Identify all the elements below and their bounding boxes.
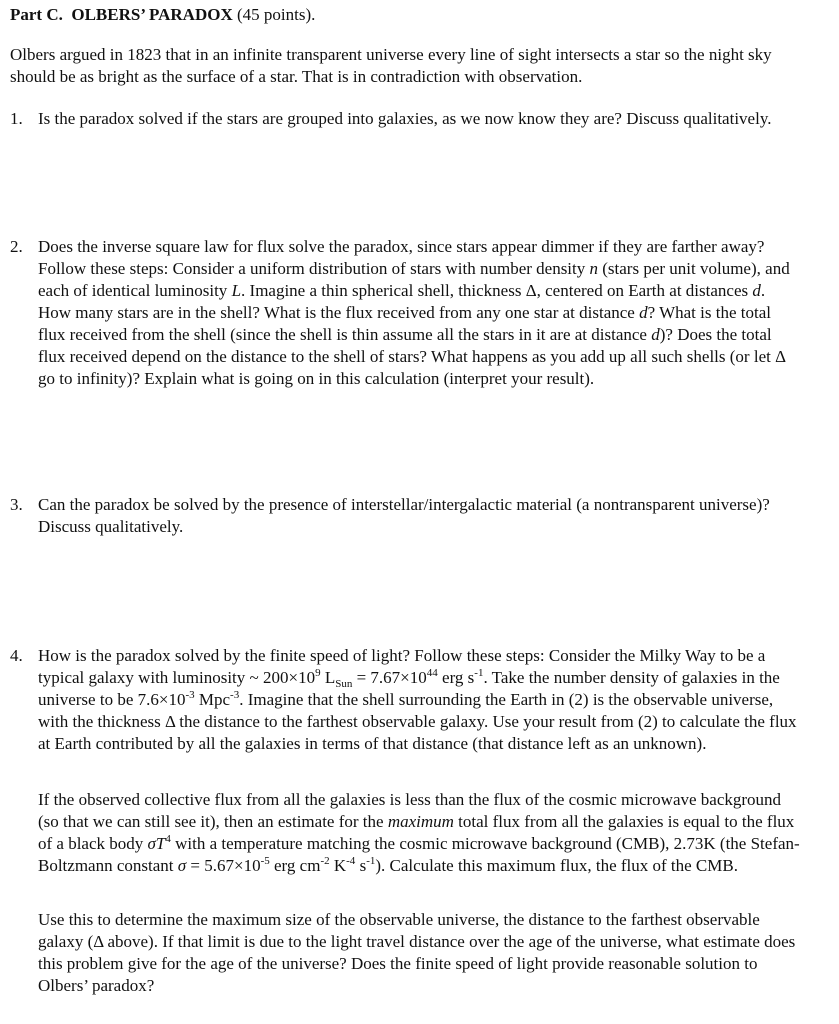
superscript: -4 [346,855,356,867]
question-1 [10,108,800,130]
superscript: 4 [165,833,171,845]
text-run: Does the inverse square law for flux solve the paradox, since stars appear dimmer if they are farther away? Follow these steps: Consider a uniform distribution of stars with number density [38,237,765,278]
text-run: = 7.67×10 [352,668,427,687]
text-run: with a temperature matching the cosmic microwave background (CMB), 2.73K (the Stefan-Boltzmann constant [38,834,800,875]
text-run: L [320,668,336,687]
question-number: 2. [10,237,23,256]
italic-text: d [651,325,660,344]
question-text [38,645,800,755]
text-run: total flux from all the galaxies is equal to the flux of a black body [38,812,795,853]
question-4-age-paragraph [38,909,800,997]
text-run: . Imagine that the shell surrounding the Earth in (2) is the observable universe, with the thickness Δ the distance to the farthest observable galaxy. Use your result from (2) to calculate the flux at Earth contributed by all the galaxies in terms of that distance (that distance left as an unknown). [38,690,797,753]
italic-text: d [639,303,648,322]
text-run: = 5.67×10 [186,856,261,875]
text-run: Use this to determine the maximum size of the observable universe, the distance to the farthest observable galaxy (Δ above). If that limit is due to the light travel distance over the age of the universe, what estimate does this problem give for the age of the universe? Does the finite speed of light provide reasonable solution to Olbers’ paradox? [38,910,796,995]
text-run: How is the paradox solved by the finite speed of light? Follow these steps: Consider the Milky Way to be a typical galaxy with luminosity ~ 200×10 [38,646,766,687]
subscript: Sun [335,678,353,690]
part-label: Part C. [10,5,63,24]
text-run: (stars per unit volume), and each of identical luminosity [38,259,790,300]
text-run: )? Does the total flux received depend on the distance to the shell of stars? What happens as you add up all such shells (or let Δ go to infinity)? Explain what is going on in this calculation (interpret your result). [38,325,786,388]
text-run: s [355,856,367,875]
text-run: . Imagine a thin spherical shell, thickness Δ, centered on Earth at distances [241,281,753,300]
italic-text: σT [147,834,166,853]
text-run: Can the paradox be solved by the presence of interstellar/intergalactic material (a nontransparent universe)? Discuss qualitatively. [38,495,770,536]
intro-paragraph: Olbers argued in 1823 that in an infinite transparent universe every line of sight intersects a star so the night sky should be as bright as the surface of a star. That is in contradiction with observation. [10,45,772,86]
italic-text: σ [177,856,187,875]
superscript: 9 [315,667,321,679]
text-run: If the observed collective flux from all the galaxies is less than the flux of the cosmic microwave background (so that we can still see it), then an estimate for the [38,790,782,831]
question-text [38,236,800,390]
question-text [38,494,800,538]
question-4-cmb-paragraph [38,789,800,877]
question-number: 4. [10,646,23,665]
text-run: K [329,856,347,875]
text-run: ). Calculate this maximum flux, the flux of the CMB. [375,856,738,875]
text-run: . Take the number density of galaxies in the universe to be 7.6×10 [38,668,780,709]
text-run: erg s [437,668,475,687]
superscript: -3 [230,689,240,701]
question-3 [10,494,800,538]
superscript: -1 [474,667,484,679]
text-run: Mpc [194,690,231,709]
question-number: 3. [10,495,23,514]
text-run: erg cm [269,856,321,875]
superscript: -5 [260,855,270,867]
page-title [10,4,315,26]
question-number: 1. [10,109,23,128]
superscript: 44 [426,667,438,679]
points-label: (45 points). [236,5,316,24]
text-run: . How many stars are in the shell? What is the flux received from any one star at distance [38,281,766,322]
italic-text: maximum [387,812,454,831]
superscript: -3 [185,689,195,701]
question-2 [10,236,800,390]
italic-text: d [752,281,761,300]
question-text [38,108,800,130]
italic-text: n [589,259,599,278]
text-run: Is the paradox solved if the stars are grouped into galaxies, as we now know they are? Discuss qualitatively. [38,109,772,128]
question-4 [10,645,800,755]
problem-title: OLBERS’ PARADOX [71,5,233,24]
italic-text: L [231,281,242,300]
text-run: ? What is the total flux received from the shell (since the shell is thin assume all the stars in it are at distance [38,303,771,344]
superscript: -2 [320,855,330,867]
superscript: -1 [366,855,376,867]
